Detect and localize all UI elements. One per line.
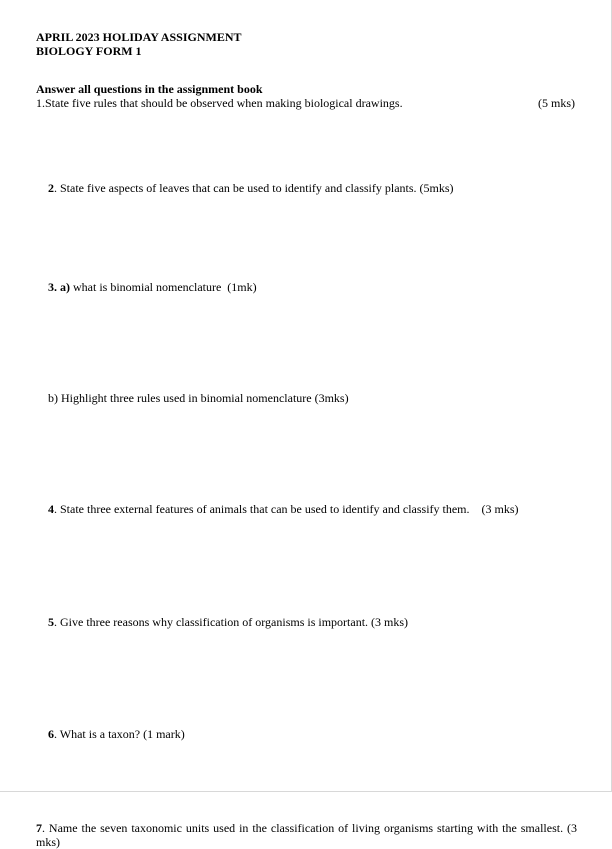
question-1-text: 1.State five rules that should be observed when making biological drawings. (36, 96, 403, 110)
course-title: BIOLOGY FORM 1 (36, 44, 142, 58)
question-3a-number: 3. a) (48, 280, 70, 294)
question-7-number: 7 (36, 821, 42, 835)
question-4-number: 4 (48, 502, 54, 516)
question-7 (36, 821, 577, 849)
question-3b-text: b) Highlight three rules used in binomial nomenclature (3mks) (48, 391, 349, 405)
question-3a-text: what is binomial nomenclature (1mk) (70, 280, 257, 294)
question-2-number: 2 (48, 181, 54, 195)
question-1 (36, 96, 577, 110)
question-5-text: . Give three reasons why classification of organisms is important. (3 mks) (54, 615, 409, 629)
assignment-title: APRIL 2023 HOLIDAY ASSIGNMENT (36, 30, 242, 44)
question-1-marks: (5 mks) (538, 96, 575, 110)
question-6-number: 6 (48, 727, 54, 741)
question-7-text: . Name the seven taxonomic units used in the classification of living organisms starting with the smallest. (3 mks) (36, 821, 577, 849)
question-3b (36, 377, 577, 419)
question-3a (36, 266, 577, 308)
question-6-text: . What is a taxon? (1 mark) (54, 727, 185, 741)
question-6 (36, 713, 577, 755)
question-5-number: 5 (48, 615, 54, 629)
question-2-text: . State five aspects of leaves that can be used to identify and classify plants. (5mks) (54, 181, 454, 195)
question-2 (36, 167, 577, 209)
question-4-text: . State three external features of animals that can be used to identify and classify them. (3 mks) (54, 502, 519, 516)
instruction-text: Answer all questions in the assignment book (36, 82, 263, 96)
question-4 (36, 488, 577, 530)
question-5 (36, 601, 577, 643)
